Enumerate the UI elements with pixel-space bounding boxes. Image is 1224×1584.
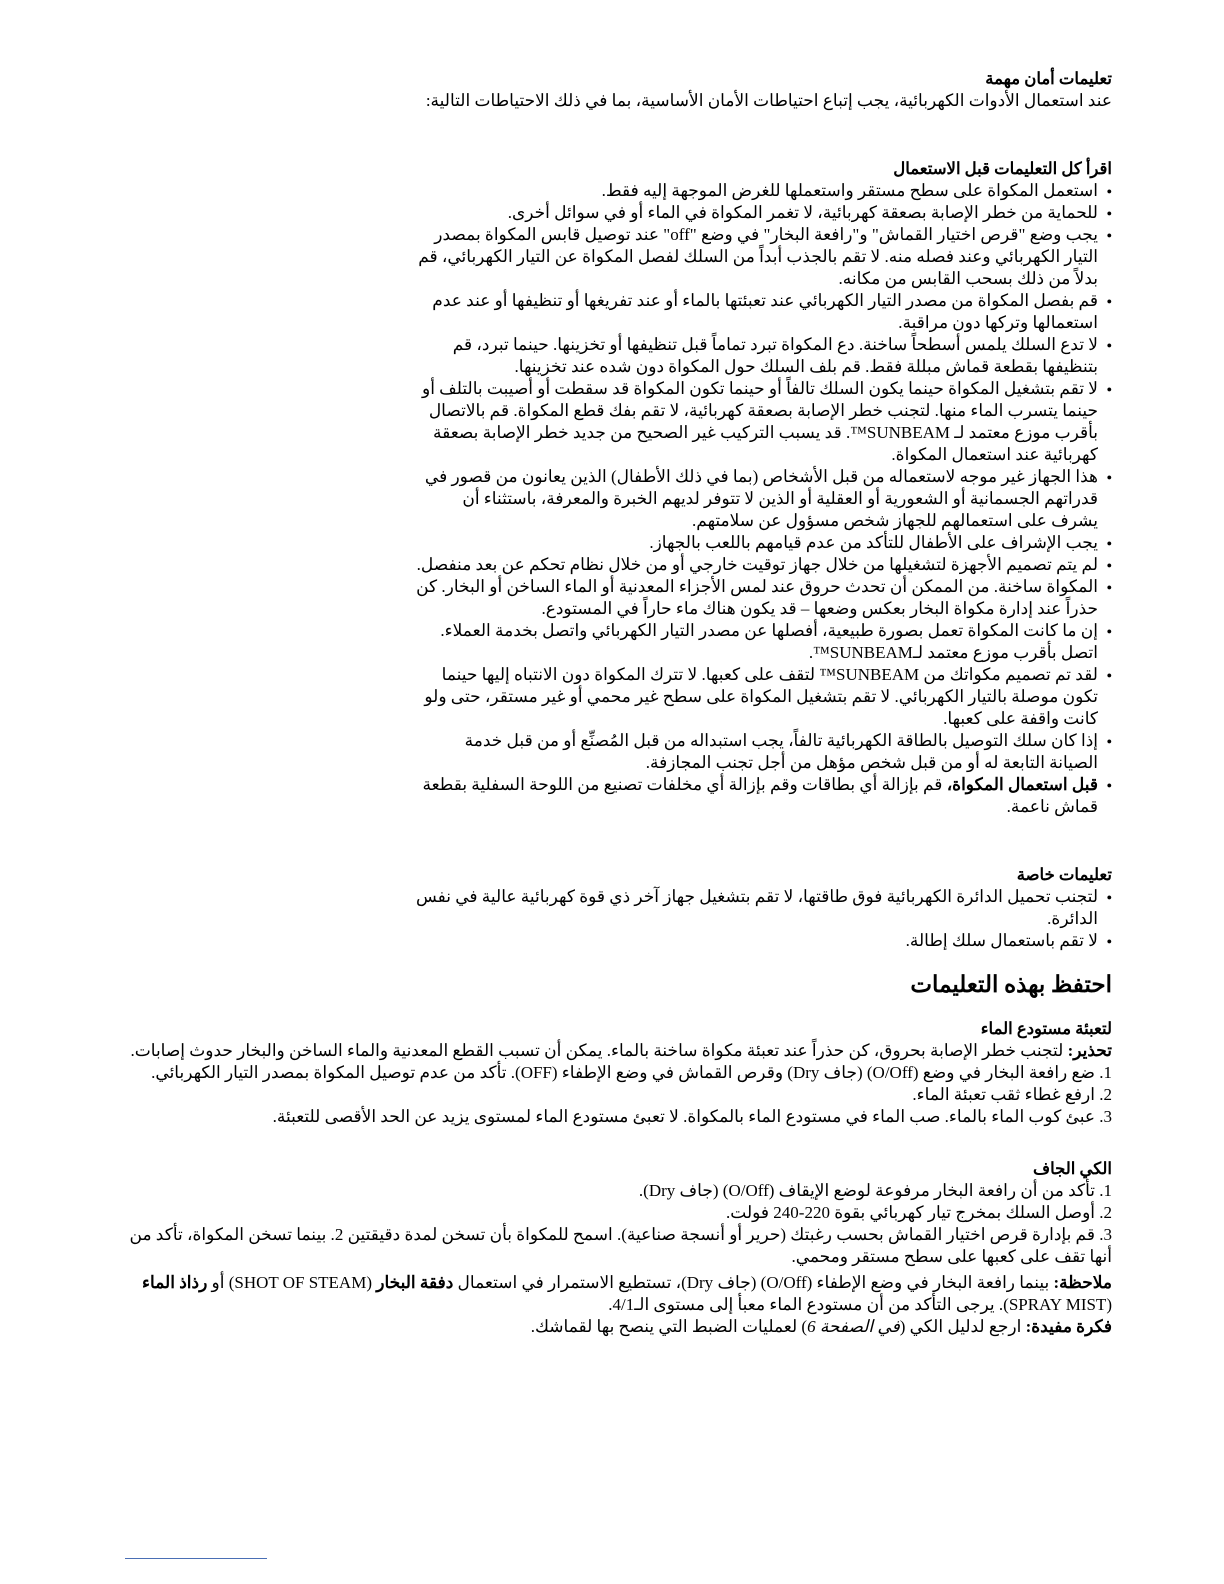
list-item: ● لتجنب تحميل الدائرة الكهربائية فوق طاقتها، لا تقم بتشغيل جهاز آخر ذي قوة كهربائية عالية في نفس الدائرة. xyxy=(412,886,1112,930)
read-first-title: اقرأ كل التعليمات قبل الاستعمال xyxy=(893,159,1112,178)
read-first-list xyxy=(412,180,1112,818)
tip-page-ref: في الصفحة 6 xyxy=(807,1317,900,1336)
fill-title: لتعبئة مستودع الماء xyxy=(980,1019,1112,1038)
note-text-1: بينما رافعة البخار في وضع الإطفاء (O/Off) (جاف Dry)، تستطيع الاستمرار في استعمال xyxy=(453,1273,1054,1292)
list-item: ● لا تقم بتشغيل المكواة حينما يكون السلك تالفاً أو حينما تكون المكواة قد سقطت أو أصيبت بالتلف أو حينما يتسرب الماء منها. لتجنب خطر الإصابة بصعقة كهربائية، لا تقم بفك قطع المكواة. قم بالاتصال بأقرب موزع معتمد لـ SUNBEAM™. قد يسبب التركيب غير الصحيح من جديد خطر الإصابة بصعقة كهربائية عند استعمال المكواة. xyxy=(412,378,1112,466)
list-item: ● قم بفصل المكواة من مصدر التيار الكهربائي عند تعبئتها بالماء أو عند تفريغها أو تنظيفها أو عند عدم استعمالها وتركها دون مراقبة. xyxy=(412,290,1112,334)
before-use-label: قبل استعمال المكواة، xyxy=(946,775,1098,794)
tip-text-2: ) لعمليات الضبط التي ينصح بها لقماشك. xyxy=(530,1317,808,1336)
list-item: ● لا تدع السلك يلمس أسطحاً ساخنة. دع المكواة تبرد تماماً قبل تنظيفها أو تخزينها. حينما تبرد، قم بتنظيفها بقطعة قماش مبللة فقط. قم بلف السلك حول المكواة دون شده عند تخزينها. xyxy=(412,334,1112,378)
list-item: ● إن ما كانت المكواة تعمل بصورة طبيعية، أفصلها عن مصدر التيار الكهربائي واتصل بخدمة العملاء. اتصل بأقرب موزع معتمد لـSUNBEAM™. xyxy=(412,620,1112,664)
list-item: ● لم يتم تصميم الأجهزة لتشغيلها من خلال جهاز توقيت خارجي أو من خلال نظام تحكم عن بعد منفصل. xyxy=(412,554,1112,576)
spray-mist-label: رذاذ الماء xyxy=(142,1273,208,1292)
dry-note xyxy=(112,1272,1112,1316)
document-page xyxy=(112,68,1112,1338)
list-item: ● لا تقم باستعمال سلك إطالة. xyxy=(412,930,1112,952)
safety-intro: عند استعمال الأدوات الكهربائية، يجب إتباع احتياطات الأمان الأساسية، بما في ذلك الاحتياطات التالية: xyxy=(425,91,1112,110)
list-item: ● استعمل المكواة على سطح مستقر واستعملها للغرض الموجهة إليه فقط. xyxy=(412,180,1112,202)
warning-text: لتجنب خطر الإصابة بحروق، كن حذراً عند تعبئة مكواة ساخنة بالماء. يمكن أن تسبب القطع المعدنية والماء الساخن والبخار حدوث إصابات. xyxy=(130,1041,1068,1060)
safety-title: تعليمات أمان مهمة xyxy=(985,69,1112,88)
list-item: ● للحماية من خطر الإصابة بصعقة كهربائية، لا تغمر المكواة في الماء أو في سوائل أخرى. xyxy=(412,202,1112,224)
list-item: ● لقد تم تصميم مكواتك من SUNBEAM™ لتقف على كعبها. لا تترك المكواة دون الانتباه إليها حينما تكون موصلة بالتيار الكهربائي. لا تقم بتشغيل المكواة على سطح غير محمي أو غير مستقر، حتى ولو كانت واقفة على كعبها. xyxy=(412,664,1112,730)
list-item: ● المكواة ساخنة. من الممكن أن تحدث حروق عند لمس الأجزاء المعدنية أو الماء الساخن أو البخار. كن حذراً عند إدارة مكواة البخار بعكس وضعها – قد يكون هناك ماء حاراً في المستودع. xyxy=(412,576,1112,620)
tip-text-1: ارجع لدليل الكي ( xyxy=(899,1317,1026,1336)
note-text-3: (SPRAY MIST). يرجى التأكد من أن مستودع الماء معبأ إلى مستوى الـ4/1. xyxy=(608,1295,1112,1314)
dry-title: الكي الجاف xyxy=(1033,1159,1112,1178)
keep-instructions-title: احتفظ بهذه التعليمات xyxy=(910,972,1112,997)
list-item: 1. ضع رافعة البخار في وضع (O/Off) (جاف Dry) وقرص القماش في وضع الإطفاء (OFF). تأكد من عدم توصيل المكواة بمصدر التيار الكهربائي. xyxy=(151,1063,1112,1082)
tip-label: فكرة مفيدة: xyxy=(1025,1317,1112,1336)
before-use-text: قم بإزالة أي بطاقات وقم بإزالة أي مخلفات تصنيع من اللوحة السفلية بقطعة قماش ناعمة. xyxy=(422,775,1098,816)
warning-label: تحذير: xyxy=(1067,1041,1112,1060)
fill-steps xyxy=(112,1062,1112,1128)
dry-tip xyxy=(112,1316,1112,1338)
list-item: 3. قم بإدارة قرص اختيار القماش بحسب رغبتك (حرير أو أنسجة صناعية). اسمح للمكواة بأن تسخن لمدة دقيقتين 2. بينما تسخن المكواة، تأكد من أنها تقف على كعبها على سطح مستقر ومحمي. xyxy=(129,1225,1112,1266)
note-label: ملاحظة: xyxy=(1053,1273,1112,1292)
special-title: تعليمات خاصة xyxy=(1016,865,1112,884)
list-item: 3. عبئ كوب الماء بالماء. صب الماء في مستودع الماء بالمكواة. لا تعبئ مستودع الماء لمستوى يزيد عن الحد الأقصى للتعبئة. xyxy=(272,1107,1112,1126)
fill-warning xyxy=(112,1040,1112,1062)
list-item: 1. تأكد من أن رافعة البخار مرفوعة لوضع الإيقاف (O/Off) (جاف Dry). xyxy=(638,1181,1112,1200)
dry-steps xyxy=(112,1180,1112,1268)
list-item xyxy=(412,774,1112,818)
list-item: 2. أوصل السلك بمخرج تيار كهربائي بقوة 220-240 فولت. xyxy=(726,1203,1112,1222)
list-item: ● يجب الإشراف على الأطفال للتأكد من عدم قيامهم باللعب بالجهاز. xyxy=(412,532,1112,554)
footnote-divider xyxy=(125,1558,267,1559)
special-list xyxy=(412,886,1112,952)
list-item: ● هذا الجهاز غير موجه لاستعماله من قبل الأشخاص (بما في ذلك الأطفال) الذين يعانون من قصور في قدراتهم الجسمانية أو الشعورية أو العقلية أو الذين لا تتوفر لديهم الخبرة والمعرفة، باستثناء أن يشرف على استعمالهم للجهاز شخص مسؤول عن سلامتهم. xyxy=(412,466,1112,532)
list-item: 2. ارفع غطاء ثقب تعبئة الماء. xyxy=(912,1085,1112,1104)
shot-of-steam-label: دفقة البخار xyxy=(376,1273,454,1292)
list-item: ● يجب وضع "قرص اختيار القماش" و"رافعة البخار" في وضع "off" عند توصيل قابس المكواة بمصدر التيار الكهربائي وعند فصله منه. لا تقم بالجذب أبداً من السلك لفصل المكواة عن التيار الكهربائي، قم بدلاً من ذلك بسحب القابس من مكانه. xyxy=(412,224,1112,290)
note-text-2: (SHOT OF STEAM) أو xyxy=(207,1273,377,1292)
list-item: ● إذا كان سلك التوصيل بالطاقة الكهربائية تالفاً، يجب استبداله من قبل المُصنِّع أو من قبل خدمة الصيانة التابعة له أو من قبل شخص مؤهل من أجل تجنب المجازفة. xyxy=(412,730,1112,774)
